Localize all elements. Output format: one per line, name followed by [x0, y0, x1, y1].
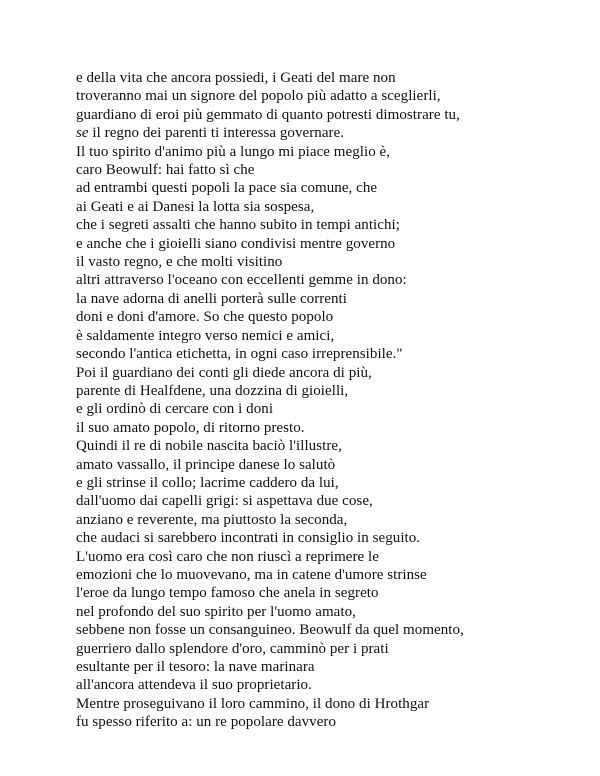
text-line: amato vassallo, il principe danese lo salutò [76, 456, 336, 473]
text-line: Poi il guardiano dei conti gli diede ancora di più, [76, 364, 372, 381]
text-line: doni e doni d'amore. So che questo popolo [76, 309, 334, 326]
text-line [76, 124, 576, 142]
text-line: sebbene non fosse un consanguineo. Beowulf da quel momento, [76, 622, 464, 639]
text-line: troveranno mai un signore del popolo più adatto a sceglierli, [76, 88, 441, 105]
text-line: che i segreti assalti che hanno subito in tempi antichi; [76, 217, 400, 234]
text-line: Il tuo spirito d'animo più a lungo mi piace meglio è, [76, 143, 391, 160]
text-line: il suo amato popolo, di ritorno presto. [76, 419, 305, 436]
text-line: ad entrambi questi popoli la pace sia comune, che [76, 180, 378, 197]
text-line: esultante per il tesoro: la nave marinara [76, 659, 315, 675]
text-line: Mentre proseguivano il loro cammino, il dono di Hrothgar [76, 695, 430, 712]
text-line: caro Beowulf: hai fatto sì che [76, 162, 255, 179]
text-line: e gli strinse il collo; lacrime caddero da lui, [76, 474, 339, 491]
text-line: l'eroe da lungo tempo famoso che anela in segreto [76, 585, 379, 602]
text-line: è saldamente integro verso nemici e amici, [76, 327, 335, 344]
text-line: e anche che i gioielli siano condivisi mentre governo [76, 235, 396, 252]
text-line: altri attraverso l'oceano con eccellenti gemme in dono: [76, 272, 407, 289]
text-line: emozioni che lo muovevano, ma in catene d'umore strinse [76, 566, 427, 583]
poem-text [76, 69, 576, 732]
text-line: che audaci si sarebbero incontrati in consiglio in seguito. [76, 530, 421, 547]
text-line: anziano e reverente, ma piuttosto la seconda, [76, 511, 348, 528]
text-line: fu spesso riferito a: un re popolare davvero [76, 714, 337, 731]
text-line: all'ancora attendeva il suo proprietario. [76, 677, 312, 694]
text-line: ai Geati e ai Danesi la lotta sia sospesa, [76, 198, 315, 215]
text-line: dall'uomo dai capelli grigi: si aspettava due cose, [76, 493, 373, 510]
text-line: parente di Healfdene, una dozzina di gioielli, [76, 382, 349, 399]
italic-word: se [76, 125, 89, 142]
text-line: nel profondo del suo spirito per l'uomo amato, [76, 603, 356, 620]
text-line: il vasto regno, e che molti visitino [76, 254, 283, 271]
text-line: e gli ordinò di cercare con i doni [76, 401, 274, 418]
text-line: Quindi il re di nobile nascita baciò l'illustre, [76, 438, 342, 455]
text-line: e della vita che ancora possiedi, i Geati del mare non [76, 70, 396, 86]
text-line: guerriero dallo splendore d'oro, camminò per i prati [76, 640, 389, 657]
text-line: L'uomo era così caro che non riuscì a reprimere le [76, 548, 379, 565]
text-line: la nave adorna di anelli porterà sulle correnti [76, 290, 347, 307]
text-line: secondo l'antica etichetta, in ogni caso irreprensibile." [76, 346, 403, 363]
text-line-rest: il regno dei parenti ti interessa governare. [88, 125, 345, 142]
text-line: guardiano di eroi più gemmato di quanto potresti dimostrare tu, [76, 106, 460, 123]
